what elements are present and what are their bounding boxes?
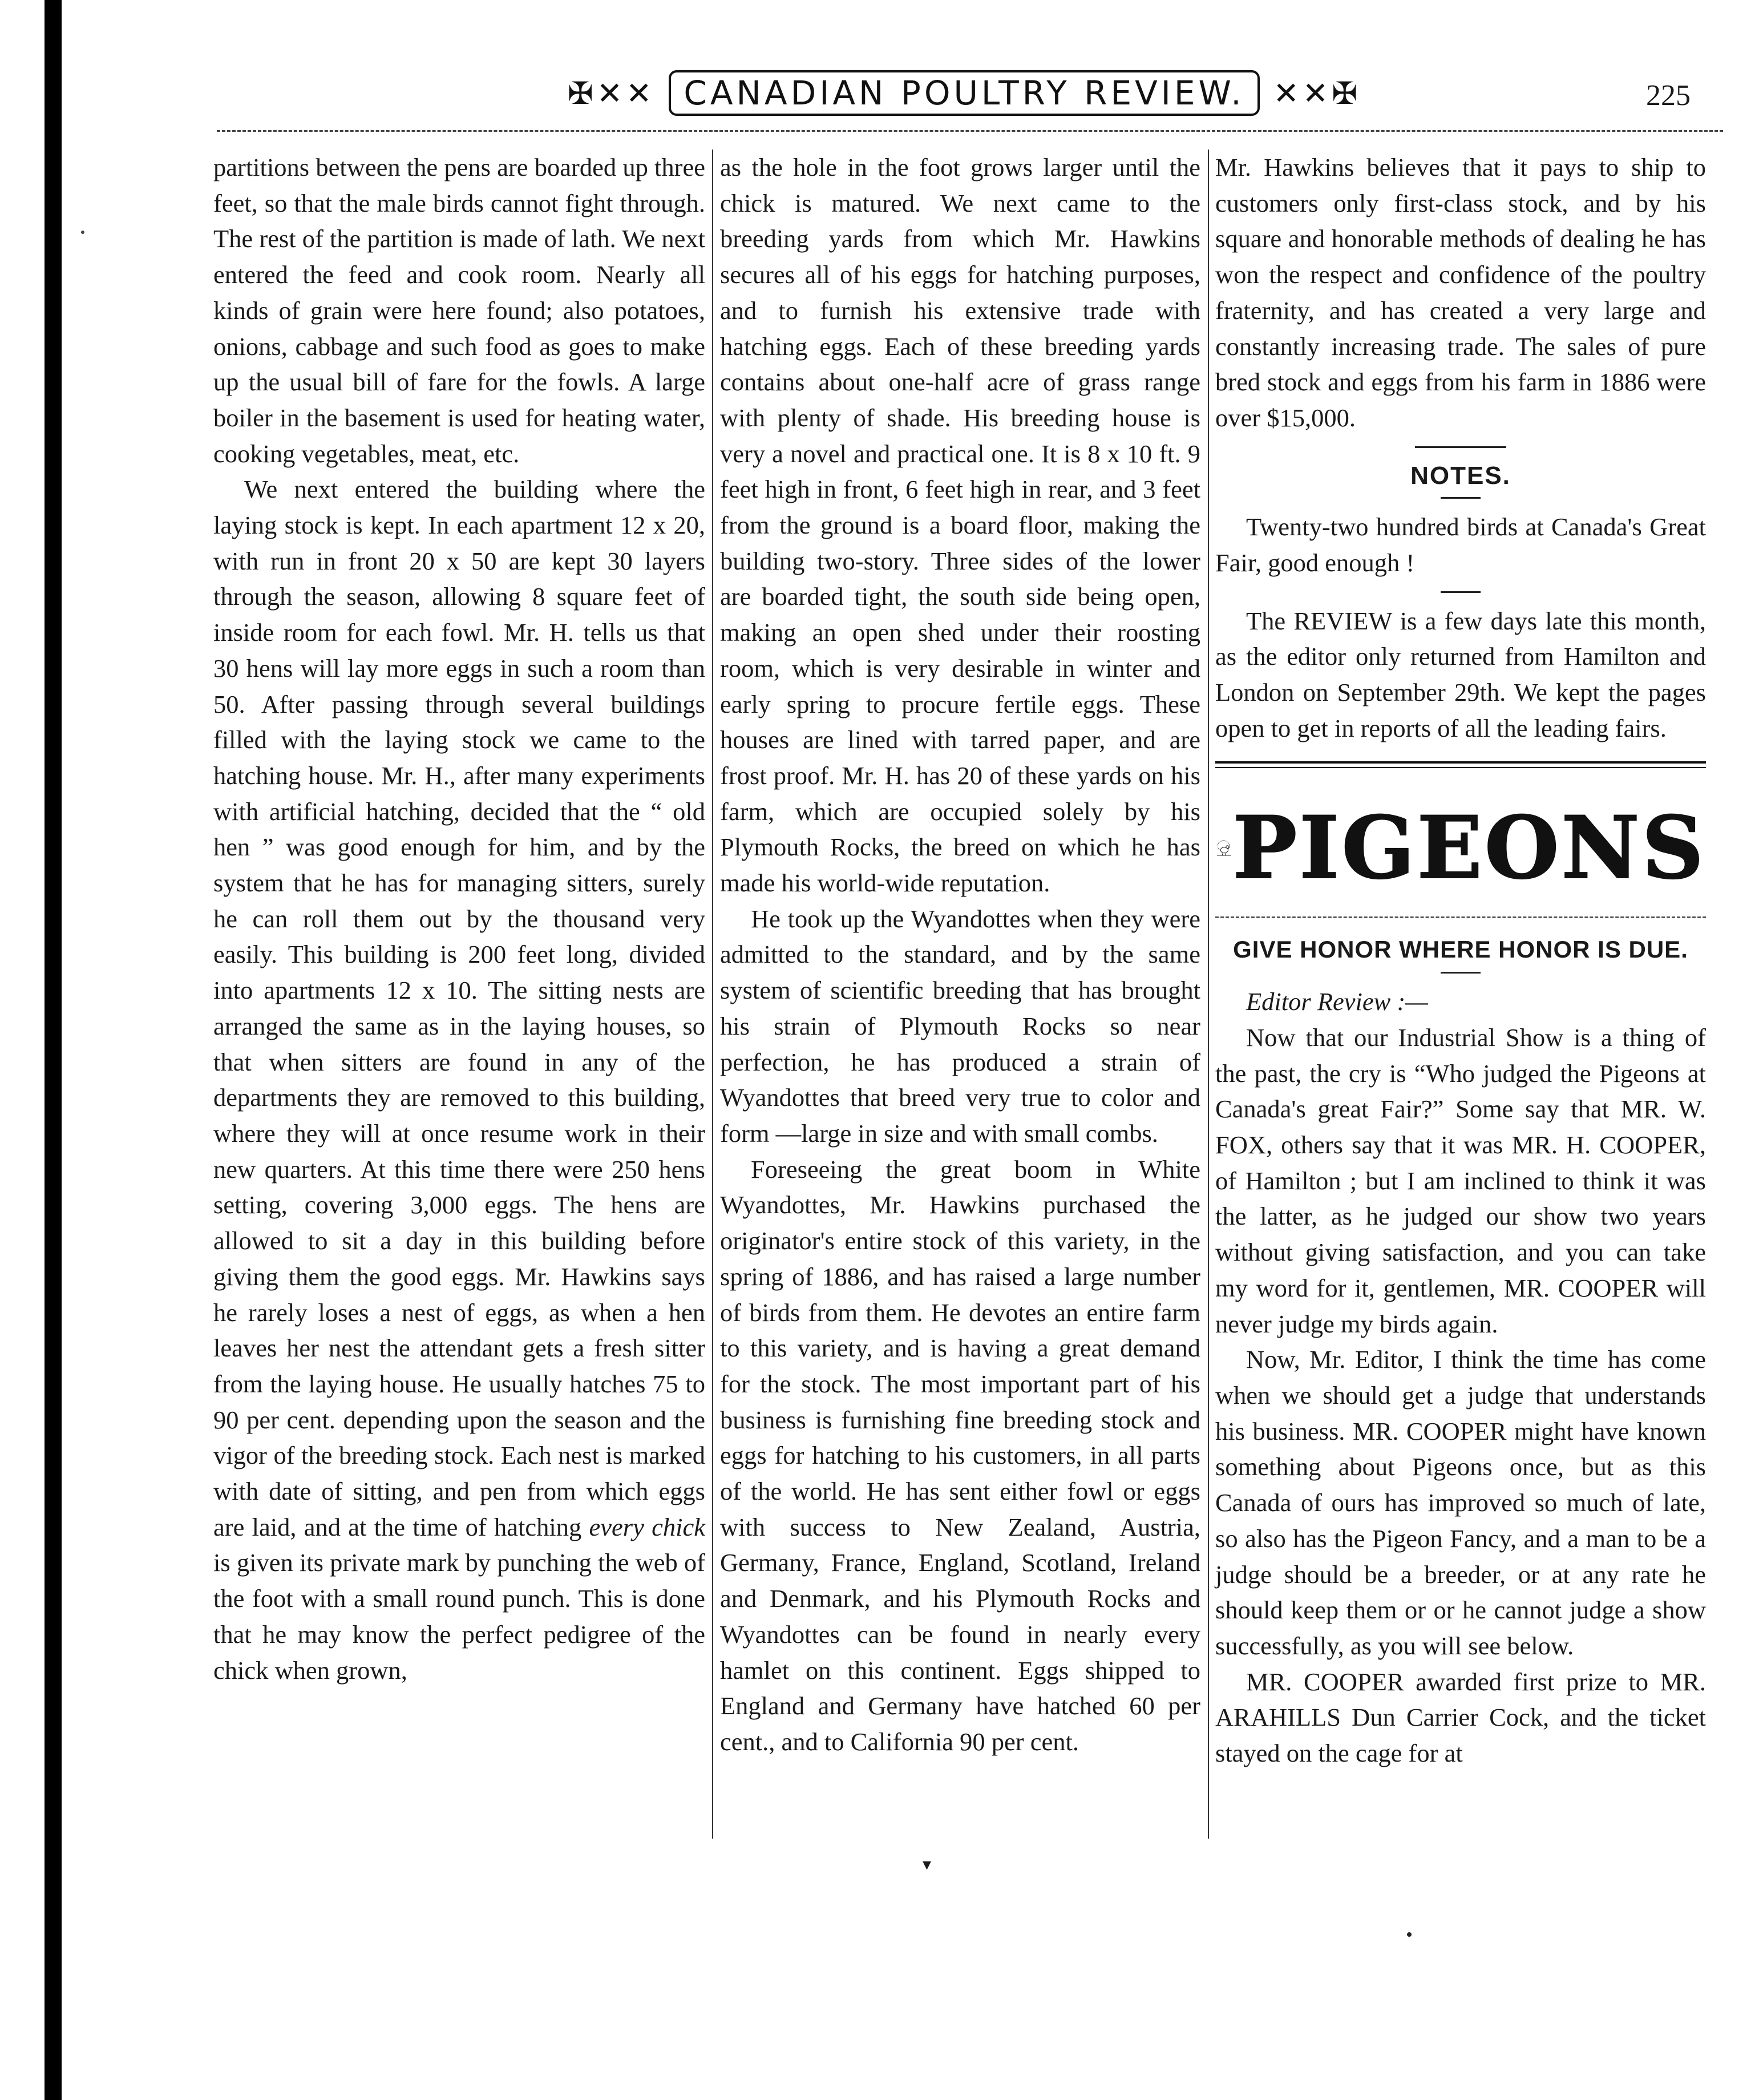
notes-heading: NOTES. [1410,461,1511,490]
paragraph: as the hole in the foot grows larger until the chick is matured. We next came to the breeding yards from which Mr. Hawkins secures all of his eggs for hatching purposes, and to furnish his extensive trade with hatching eggs. Each of these breeding yards contains about one-half acre of grass range with plenty of shade. His breeding house is very a novel and practical one. It is 8 x 10 ft. 9 feet high in front, 6 feet high in rear, and 3 feet from the ground is a board floor, making the building two-story. Three sides of the lower are boarded tight, the south side being open, making an open shed under their roosting room, which is very desirable in winter and early spring to procure fertile eggs. These houses are lined with tarred paper, and are frost proof. Mr. H. has 20 of these yards on his farm, which are occupied solely by his Plymouth Rocks, the breed on which he has made his world-wide reputation. [720,153,1200,898]
paragraph [213,471,705,1688]
paragraph: MR. COOPER awarded first prize to MR. ARAHILLS Dun Carrier Cock, and the ticket stayed on the cage for at [1215,1667,1706,1768]
section-title: PIGEONS [1232,797,1706,898]
scroll-ornament-left-icon: ✠✕✕ [567,75,656,111]
column-divider-1 [712,150,713,1839]
divider [1441,972,1481,974]
page-edge-bar [45,0,62,2100]
note: Twenty-two hundred birds at Canada's Great Fair, good enough ! [1215,512,1706,578]
paragraph: He took up the Wyandottes when they were admitted to the standard, and by the same system of scientific breeding that has brought his strain of Plymouth Rocks so near perfection, he has produced a strain of Wyandottes that breed very true to color and form —large in size and with small combs. [720,904,1200,1148]
note: The REVIEW is a few days late this month, as the editor only returned from Hamilton and London on September 29th. We kept the pages open to get in reports of all the leading fairs. [1215,606,1706,742]
paragraph-text: We next entered the building where the laying stock is kept. In each apartment 12 x 20, with run in front 20 x 50 are kept 30 layers through the season, allowing 8 square feet of inside room for each fowl. Mr. H. tells us that 30 hens will lay more eggs in such a room than 50. After passing through several buildings filled with the laying stock we came to the hatching house. Mr. H., after many experiments with artificial hatching, decided that the “ old hen ” was good enough for him, and by the system that he has for managing sitters, surely he can roll them out by the thousand very easily. This building is 200 feet long, divided into apartments 12 x 10. The sitting nests are arranged the same as in the laying houses, so that when sitters are found in any of the departments they are removed to this building, where they will at once resume work in their new quarters. At this time there were 250 hens setting, covering 3,000 eggs. The hens are allowed to sit a day in this building before giving them the good eggs. Mr. Hawkins says he rarely loses a nest of eggs, as when a hen leaves her nest the attendant gets a fresh sitter from the laying house. He usually hatches 75 to 90 per cent. depending upon the season and the vigor of the breeding stock. Each nest is marked with date of sitting, and pen from which eggs are laid, and at the time of hatching [213,475,705,1541]
paragraph: Now that our Industrial Show is a thing of the past, the cry is “Who judged the Pigeons at Canada's great Fair?” Some say that MR. W. FOX, others say that it was MR. H. COOPER, of Hamilton ; but I am inclined to think it was the latter, as he judged our show two years without giving satisfaction, and you can take my word for it, gentlemen, MR. COOPER will never judge my birds again. [1215,1023,1706,1338]
italic-phrase: every chick [589,1512,705,1541]
speck [1407,1932,1412,1937]
pigeon-icon [1215,794,1233,902]
salutation: Editor Review :— [1246,987,1428,1016]
pigeons-banner [1215,791,1706,905]
divider [1441,591,1481,593]
column-divider-2 [1208,150,1209,1839]
banner-rule [1215,916,1706,918]
paragraph: Mr. Hawkins believes that it pays to ship to customers only first-class stock, and by his square and honorable methods of dealing he has won the respect and confidence of the poultry fraternity, and has created a very large and constantly increasing trade. The sales of pure bred stock and eggs from his farm in 1886 were over $15,000. [1215,153,1706,432]
page-number: 225 [1646,79,1691,112]
column-3 [1215,150,1706,1771]
print-mark: ▾ [923,1855,932,1875]
divider [1441,497,1481,499]
paragraph: partitions between the pens are boarded up three feet, so that the male birds cannot fight through. The rest of the partition is made of lath. We next entered the feed and cook room. Nearly all kinds of grain were here found; also potatoes, onions, cabbage and such food as goes to make up the usual bill of fare for the fowls. A large boiler in the basement is used for heating water, cooking vegetables, meat, etc. [213,153,705,468]
speck [81,231,84,234]
section-rule [1215,761,1706,768]
paragraph-tail: is given its private mark by punching the web of the foot with a small round punch. This is done that he may know the perfect pedigree of the chick when grown, [213,1548,705,1685]
paragraph: Now, Mr. Editor, I think the time has come when we should get a judge that understands his business. MR. COOPER might have known something about Pigeons once, but as this Canada of ours has improved so much of late, so also has the Pigeon Fancy, and a man to be a judge should be a breeder, or at any rate he should keep them or or he cannot judge a show successfully, as you will see below. [1215,1345,1706,1660]
column-2 [720,150,1200,1760]
masthead-title: CANADIAN POULTRY REVIEW. [669,70,1259,116]
header-rule [217,130,1723,132]
scroll-ornament-right-icon: ✕✕✠ [1273,75,1361,111]
masthead [567,62,1361,124]
article-heading: GIVE HONOR WHERE HONOR IS DUE. [1233,935,1688,963]
column-1 [213,150,705,1688]
paragraph: Foreseeing the great boom in White Wyandottes, Mr. Hawkins purchased the originator's entire stock of this variety, in the spring of 1886, and has raised a large number of birds from them. He devotes an entire farm to this variety, and is having a great demand for the stock. The most important part of his business is furnishing fine breeding stock and eggs for hatching to his customers, in all parts of the world. He has sent either fowl or eggs with success to New Zealand, Austria, Germany, France, England, Scotland, Ireland and Denmark, and his Plymouth Rocks and Wyandottes can be found in nearly every hamlet on this continent. Eggs shipped to England and Germany have hatched 60 per cent., and to California 90 per cent. [720,1154,1200,1756]
divider [1415,446,1506,448]
